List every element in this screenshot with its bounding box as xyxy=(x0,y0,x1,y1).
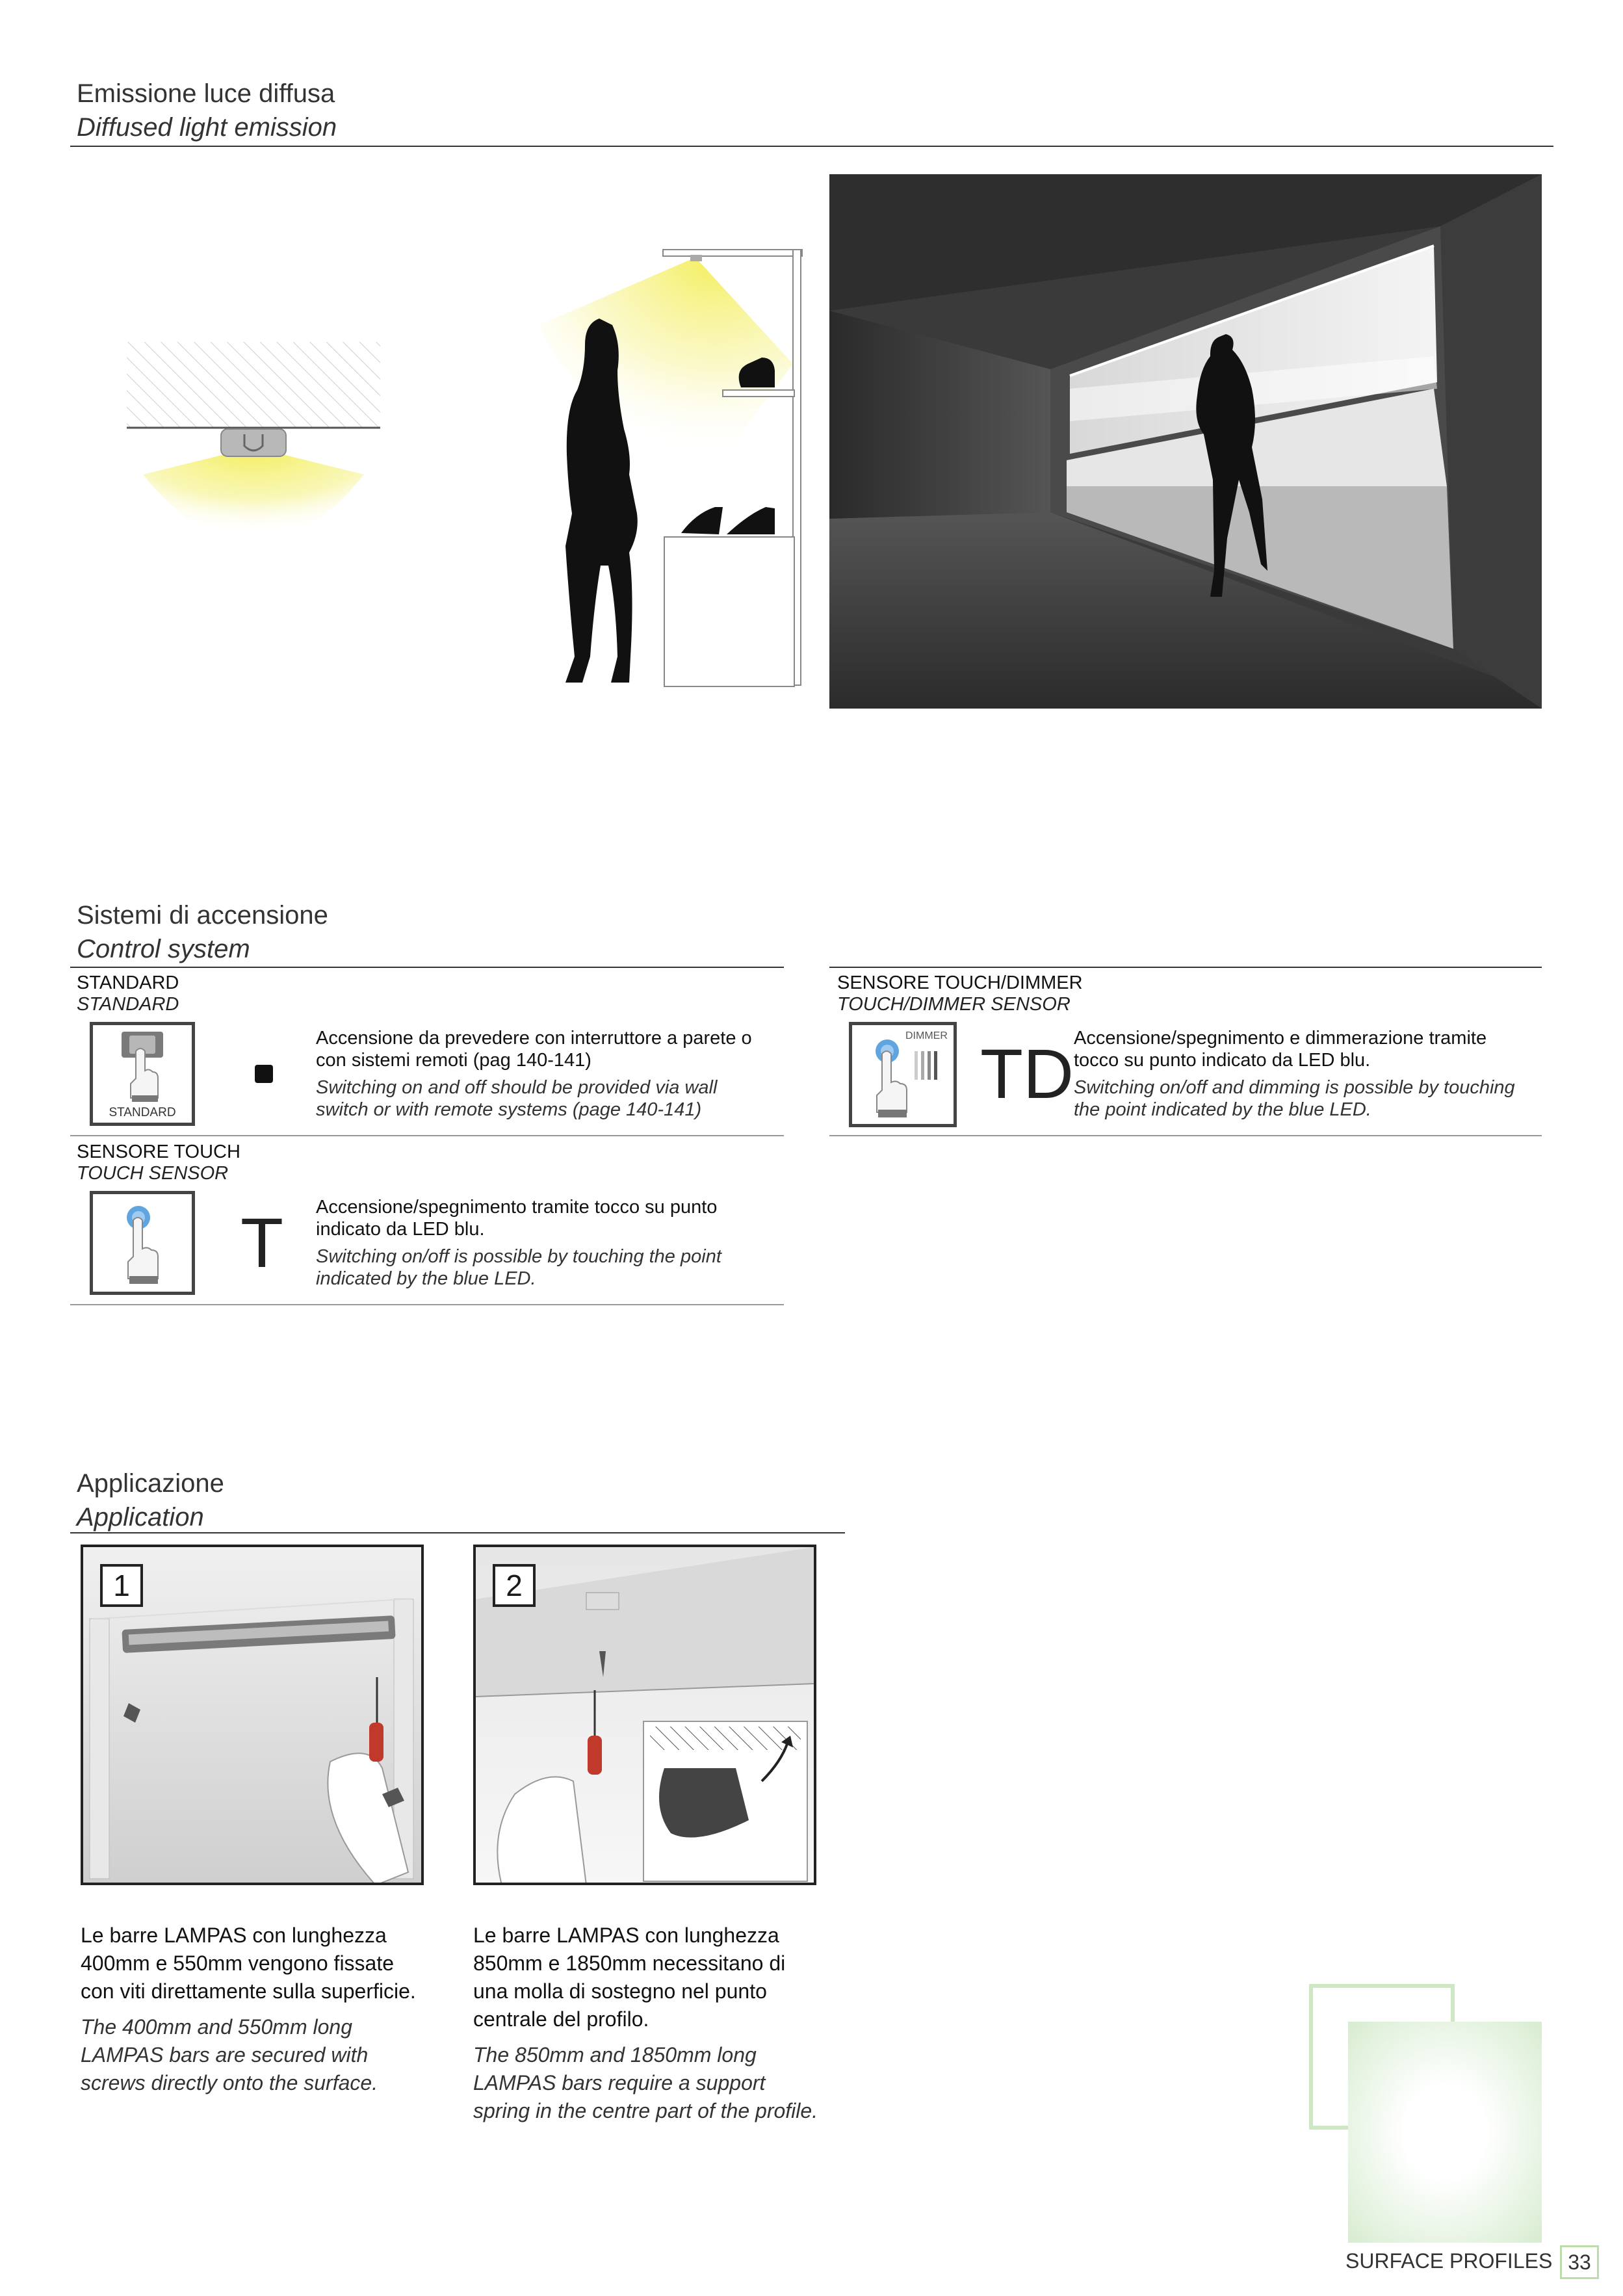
touch-name-it: SENSORE TOUCH xyxy=(77,1141,240,1162)
touch-desc-it: Accensione/spegnimento tramite tocco su punto indicato da LED blu. xyxy=(316,1197,718,1240)
application-rule xyxy=(70,1532,845,1533)
touch-desc-en: Switching on/off is possible by touching the point indicated by the blue LED. xyxy=(316,1246,721,1289)
profile-section-illustration xyxy=(123,338,383,585)
decorative-green-square xyxy=(1348,2022,1542,2243)
footer-page-number: 33 xyxy=(1560,2245,1599,2279)
step-1-text xyxy=(81,1922,432,2097)
touch-dimmer-desc-en: Switching on/off and dimming is possible by touching the point indicated by the blue LED. xyxy=(1074,1077,1515,1120)
touch-dimmer-name-en: TOUCH/DIMMER SENSOR xyxy=(837,994,1071,1015)
step-2-illustration xyxy=(473,1545,816,1885)
step-1-text-it: Le barre LAMPAS con lunghezza 400mm e 550mm vengono fissate con viti direttamente sulla superficie. xyxy=(81,1924,416,2003)
diffused-title-en: Diffused light emission xyxy=(77,113,337,142)
standard-name-it: STANDARD xyxy=(77,972,179,993)
touch-description xyxy=(316,1196,732,1290)
touch-dimmer-name-it: SENSORE TOUCH/DIMMER xyxy=(837,972,1083,993)
standard-heading xyxy=(77,972,179,1015)
standard-icon-caption: STANDARD xyxy=(109,1106,176,1119)
step-1-number: 1 xyxy=(100,1564,143,1607)
touch-divider xyxy=(70,1304,784,1305)
control-section-header xyxy=(77,898,328,966)
step-1-text-en: The 400mm and 550mm long LAMPAS bars are secured with screws directly onto the surface. xyxy=(81,2015,378,2094)
control-title-it: Sistemi di accensione xyxy=(77,901,328,930)
room-render-photo xyxy=(829,174,1542,709)
touch-heading xyxy=(77,1141,240,1184)
standard-desc-it: Accensione da prevedere con interruttore a parete o con sistemi remoti (pag 140-141) xyxy=(316,1028,752,1071)
diffused-title-it: Emissione luce diffusa xyxy=(77,79,335,108)
control-rule-left xyxy=(70,967,784,968)
standard-square-symbol xyxy=(255,1065,273,1083)
diffused-section-header xyxy=(77,77,337,144)
touch-dimmer-desc-it: Accensione/spegnimento e dimmerazione tramite tocco su punto indicato da LED blu. xyxy=(1074,1028,1487,1071)
touch-dimmer-heading xyxy=(837,972,1083,1015)
touch-dimmer-symbol: TD xyxy=(980,1034,1074,1113)
step-2-number: 2 xyxy=(493,1564,536,1607)
application-section-header xyxy=(77,1467,224,1534)
touch-symbol: T xyxy=(240,1203,283,1282)
application-title-it: Applicazione xyxy=(77,1469,224,1498)
touch-name-en: TOUCH SENSOR xyxy=(77,1163,229,1184)
application-title-en: Application xyxy=(77,1503,204,1532)
control-rule-right xyxy=(829,967,1542,968)
touch-sensor-icon xyxy=(90,1191,195,1295)
standard-description xyxy=(316,1027,758,1121)
touch-dimmer-divider xyxy=(829,1135,1542,1136)
step-2-text xyxy=(473,1922,824,2125)
standard-divider xyxy=(70,1135,784,1136)
footer-section-label: SURFACE PROFILES xyxy=(1345,2249,1553,2273)
shoe-shelf-illustration xyxy=(520,241,819,696)
step-2-text-en: The 850mm and 1850mm long LAMPAS bars require a support spring in the centre part of the profile. xyxy=(473,2043,818,2122)
diffused-header-rule xyxy=(70,146,1553,147)
control-title-en: Control system xyxy=(77,935,250,963)
standard-desc-en: Switching on and off should be provided via wall switch or with remote systems (page 140-141) xyxy=(316,1077,718,1120)
touch-dimmer-description xyxy=(1074,1027,1529,1121)
dimmer-icon-caption: DIMMER xyxy=(905,1030,948,1041)
step-2-text-it: Le barre LAMPAS con lunghezza 850mm e 1850mm necessitano di una molla di sostegno nel punto centrale del profilo. xyxy=(473,1924,786,2031)
standard-name-en: STANDARD xyxy=(77,994,179,1015)
step-1-illustration xyxy=(81,1545,424,1885)
standard-switch-icon xyxy=(90,1022,195,1126)
touch-dimmer-icon xyxy=(849,1022,957,1127)
